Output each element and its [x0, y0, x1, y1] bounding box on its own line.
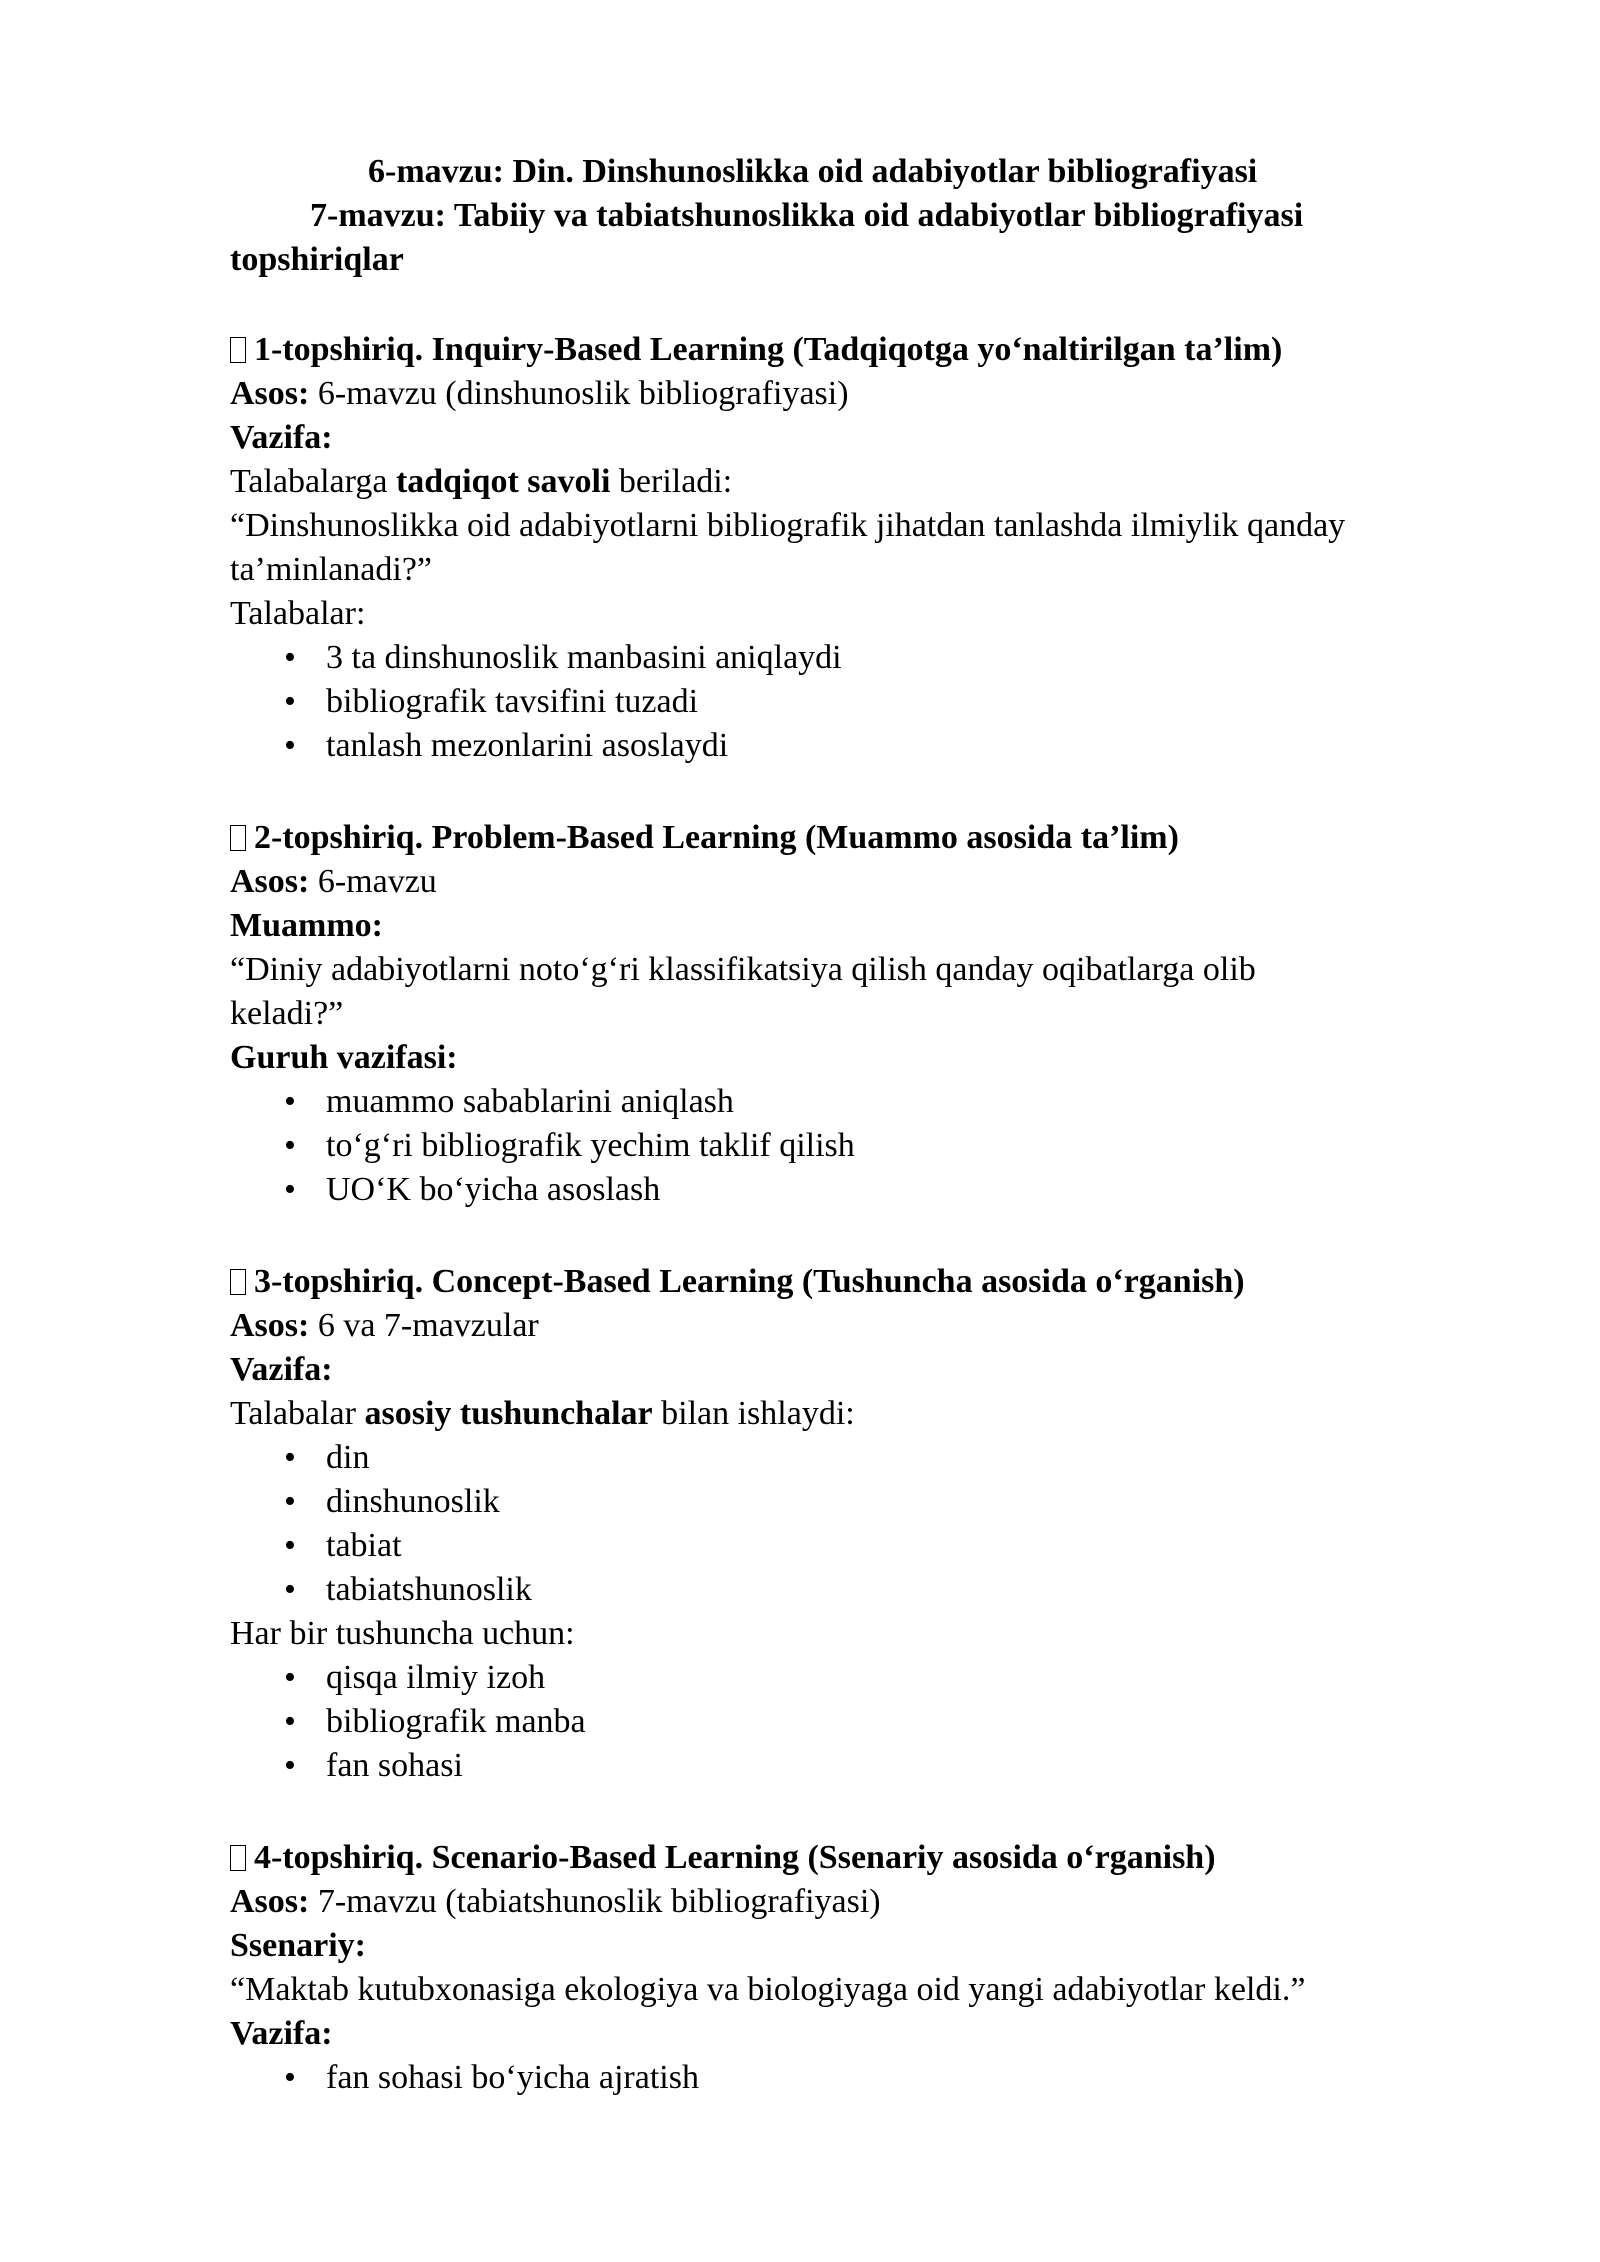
list-item-text: fan sohasi bo‘yicha ajratish	[326, 2059, 699, 2096]
intro-text-end: beriladi:	[610, 463, 733, 500]
task-3-heading	[230, 1260, 1480, 1304]
missing-glyph-icon	[230, 825, 246, 851]
list-item	[280, 1524, 1480, 1568]
asos-label: Asos:	[230, 1307, 310, 1344]
bullet-icon: •	[284, 1439, 296, 1476]
list-item	[280, 1568, 1480, 1612]
task-2-problem-line-1: “Diniy adabiyotlarni noto‘g‘ri klassifikatsiya qilish qanday oqibatlarga olib	[230, 951, 1256, 988]
asos-label: Asos:	[230, 1883, 310, 1920]
missing-glyph-icon	[230, 1269, 246, 1295]
task-4-scenario-text: “Maktab kutubxonasiga ekologiya va biologiyaga oid yangi adabiyotlar keldi.”	[230, 1971, 1306, 2008]
task-4-scenario-label: Ssenariy:	[230, 1927, 366, 1964]
bullet-icon: •	[284, 1171, 296, 1208]
task-4-list	[230, 2056, 1480, 2100]
tasks-subtitle: topshiriqlar	[230, 241, 404, 278]
task-2-heading-text: 2-topshiriq. Problem-Based Learning (Muammo asosida ta’lim)	[254, 819, 1179, 856]
asos-value: 6-mavzu	[309, 863, 437, 900]
topic-7-title: 7-mavzu: Tabiiy va tabiatshunoslikka oid adabiyotlar bibliografiyasi	[310, 197, 1304, 234]
task-1-question-line-2: ta’minlanadi?”	[230, 551, 433, 588]
task-1-vazifa-label: Vazifa:	[230, 419, 333, 456]
bullet-icon: •	[284, 1527, 296, 1564]
intro-text: Talabalar	[230, 1395, 365, 1432]
task-3-intro	[230, 1392, 1480, 1436]
task-3-section	[230, 1260, 1480, 1788]
list-item-text: to‘g‘ri bibliografik yechim taklif qilish	[326, 1127, 855, 1164]
bullet-icon: •	[284, 2059, 296, 2096]
list-item-text: tanlash mezonlarini asoslaydi	[326, 727, 729, 764]
list-item	[280, 1480, 1480, 1524]
task-1-intro	[230, 460, 1480, 504]
list-item	[280, 1744, 1480, 1788]
bullet-icon: •	[284, 1127, 296, 1164]
list-item-text: UO‘K bo‘yicha asoslash	[326, 1171, 661, 1208]
task-2-list	[230, 1080, 1480, 1212]
task-2-heading	[230, 816, 1480, 860]
list-item-text: tabiatshunoslik	[326, 1571, 532, 1608]
list-item	[280, 2056, 1480, 2100]
task-3-concepts-list	[230, 1436, 1480, 1612]
intro-bold-text: asosiy tushunchalar	[364, 1395, 653, 1432]
bullet-icon: •	[284, 1483, 296, 1520]
bullet-icon: •	[284, 639, 296, 676]
list-item	[280, 1436, 1480, 1480]
list-item-text: din	[326, 1439, 370, 1476]
task-4-section	[230, 1836, 1480, 2100]
task-2-muammo-label: Muammo:	[230, 907, 383, 944]
list-item	[280, 1656, 1480, 1700]
task-2-asos	[230, 860, 1480, 904]
asos-label: Asos:	[230, 863, 310, 900]
missing-glyph-icon	[230, 1845, 246, 1871]
task-1-section	[230, 328, 1480, 768]
intro-text: Talabalarga	[230, 463, 396, 500]
list-item	[280, 636, 1480, 680]
task-4-heading	[230, 1836, 1480, 1880]
document-page	[230, 150, 1480, 2148]
missing-glyph-icon	[230, 337, 246, 363]
list-item	[280, 680, 1480, 724]
task-4-heading-text: 4-topshiriq. Scenario-Based Learning (Ssenariy asosida o‘rganish)	[254, 1839, 1216, 1876]
spacer	[230, 282, 1480, 328]
list-item-text: bibliografik manba	[326, 1703, 586, 1740]
task-1-heading	[230, 328, 1480, 372]
list-item-text: dinshunoslik	[326, 1483, 500, 1520]
list-item-text: qisqa ilmiy izoh	[326, 1659, 546, 1696]
list-item-text: tabiat	[326, 1527, 402, 1564]
task-1-heading-text: 1-topshiriq. Inquiry-Based Learning (Tadqiqotga yo‘naltirilgan ta’lim)	[254, 331, 1283, 368]
bullet-icon: •	[284, 1703, 296, 1740]
asos-value: 7-mavzu (tabiatshunoslik bibliografiyasi)	[309, 1883, 881, 1920]
task-3-asos	[230, 1304, 1480, 1348]
list-item	[280, 1168, 1480, 1212]
bullet-icon: •	[284, 683, 296, 720]
list-item-text: bibliografik tavsifini tuzadi	[326, 683, 699, 720]
task-2-group-label: Guruh vazifasi:	[230, 1039, 458, 1076]
task-3-each-list	[230, 1656, 1480, 1788]
task-1-list	[230, 636, 1480, 768]
task-3-heading-text: 3-topshiriq. Concept-Based Learning (Tushuncha asosida o‘rganish)	[254, 1263, 1245, 1300]
intro-bold-text: tadqiqot savoli	[395, 463, 611, 500]
task-3-vazifa-label: Vazifa:	[230, 1351, 333, 1388]
task-1-question-line-1: “Dinshunoslikka oid adabiyotlarni bibliografik jihatdan tanlashda ilmiylik qanday	[230, 507, 1346, 544]
list-item-text: muammo sabablarini aniqlash	[326, 1083, 734, 1120]
intro-text-end: bilan ishlaydi:	[652, 1395, 855, 1432]
list-item-text: 3 ta dinshunoslik manbasini aniqlaydi	[326, 639, 842, 676]
asos-label: Asos:	[230, 375, 310, 412]
bullet-icon: •	[284, 1747, 296, 1784]
task-4-asos	[230, 1880, 1480, 1924]
topic-6-title: 6-mavzu: Din. Dinshunoslikka oid adabiyotlar bibliografiyasi	[368, 153, 1258, 190]
task-2-section	[230, 816, 1480, 1212]
bullet-icon: •	[284, 727, 296, 764]
list-item-text: fan sohasi	[326, 1747, 463, 1784]
task-1-asos	[230, 372, 1480, 416]
asos-value: 6 va 7-mavzular	[309, 1307, 539, 1344]
list-item	[280, 1700, 1480, 1744]
bullet-icon: •	[284, 1083, 296, 1120]
list-item	[280, 724, 1480, 768]
task-4-vazifa-label: Vazifa:	[230, 2015, 333, 2052]
task-3-each-label: Har bir tushuncha uchun:	[230, 1615, 575, 1652]
bullet-icon: •	[284, 1659, 296, 1696]
list-item	[280, 1080, 1480, 1124]
task-1-students-label: Talabalar:	[230, 595, 366, 632]
task-2-problem-line-2: keladi?”	[230, 995, 344, 1032]
asos-value: 6-mavzu (dinshunoslik bibliografiyasi)	[309, 375, 849, 412]
bullet-icon: •	[284, 1571, 296, 1608]
list-item	[280, 1124, 1480, 1168]
